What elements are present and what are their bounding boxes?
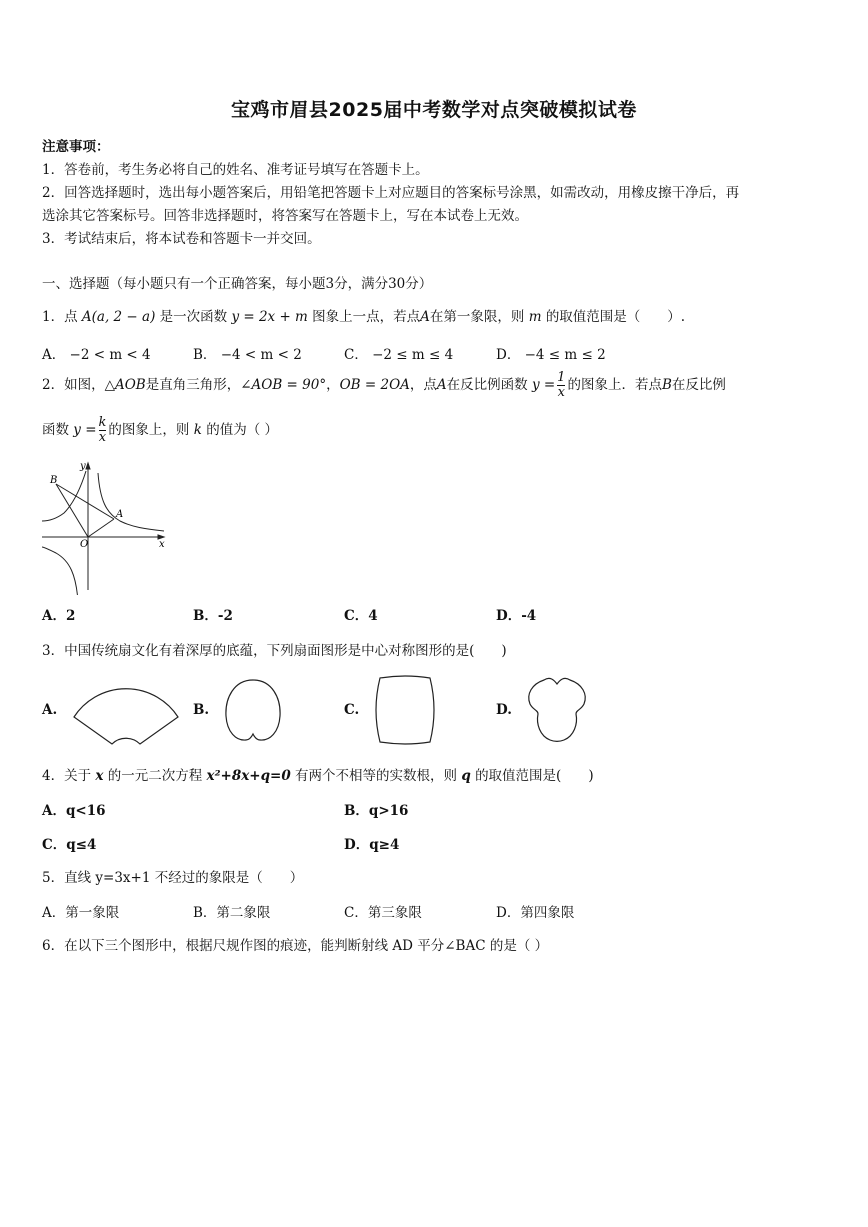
question-2 — [42, 371, 726, 400]
notice-heading: 注意事项： — [42, 139, 110, 155]
curve-q2 — [42, 471, 86, 521]
q4-equation: x²+8x+q=0 — [206, 768, 291, 784]
q5-option-b[interactable]: B．第二象限 — [193, 905, 271, 921]
q3-fan-d — [524, 674, 590, 746]
label-b: B — [50, 475, 58, 486]
q2-text: 函数 — [42, 422, 69, 438]
q4-option-b[interactable]: B．q>16 — [344, 803, 409, 819]
notice-item: 选涂其它答案标号。回答非选择题时，将答案写在答题卡上，写在本试卷上无效。 — [42, 208, 528, 224]
segment-ab — [56, 484, 114, 519]
label-y: y — [80, 461, 86, 472]
q2-var: B — [661, 377, 672, 393]
q3-fan-a — [70, 682, 182, 750]
q4-option-a[interactable]: A．q<16 — [42, 803, 106, 819]
q3-option-d-label[interactable]: D. — [496, 702, 512, 718]
q1-var: A — [420, 309, 430, 325]
segment-ob — [56, 484, 88, 537]
q5-option-c[interactable]: C．第三象限 — [344, 905, 422, 921]
q1-option-b[interactable]: B． −4 < m < 2 — [193, 347, 302, 363]
q1-point: A(a, 2 − a) — [81, 309, 156, 325]
q3-option-c-label[interactable]: C. — [344, 702, 360, 718]
q2-var: A — [436, 377, 447, 393]
q4-text: 的一元二次方程 — [107, 768, 203, 784]
q4-option-c[interactable]: C．q≤4 — [42, 837, 97, 853]
q1-option-c[interactable]: C． −2 ≤ m ≤ 4 — [344, 347, 454, 363]
q1-text: 的取值范围是（ ）. — [545, 309, 686, 325]
q3-fan-b — [222, 676, 284, 744]
q2-text: ，点 — [409, 377, 437, 393]
q1-text: 点 — [64, 309, 78, 325]
label-o: O — [80, 539, 89, 550]
q2-fraction-den: x — [557, 385, 565, 400]
q2-triangle: △AOB — [104, 377, 146, 393]
section-heading: 一、选择题（每小题只有一个正确答案，每小题3分，满分30分） — [42, 276, 433, 292]
q2-option-d[interactable]: D．-4 — [496, 608, 537, 624]
q2-text: 的图象上，则 — [108, 422, 190, 438]
q2-fraction-num: 1 — [557, 370, 566, 385]
q4-var: x — [95, 768, 104, 784]
q1-text: 在第一象限，则 — [429, 309, 525, 325]
q4-text: 有两个不相等的实数根，则 — [295, 768, 458, 784]
q2-var: k — [193, 422, 202, 438]
q2-equation: OB = 2OA — [339, 377, 410, 393]
q5-option-d[interactable]: D．第四象限 — [496, 905, 575, 921]
q2-text: 是直角三角形， — [145, 377, 241, 393]
notice-item: 1．答卷前，考生务必将自己的姓名、准考证号填写在答题卡上。 — [42, 162, 429, 178]
q4-text: 的取值范围是( ) — [475, 768, 594, 784]
q3-option-a-label[interactable]: A. — [42, 702, 58, 718]
q2-text: ， — [326, 377, 340, 393]
q2-text: 在反比例函数 — [446, 377, 528, 393]
q2-y: y = — [73, 422, 97, 438]
question-6: 6．在以下三个图形中，根据尺规作图的痕迹，能判断射线 AD 平分∠BAC 的是（ ） — [42, 938, 549, 954]
q4-number: 4． — [42, 768, 65, 784]
q4-text: 关于 — [64, 768, 92, 784]
q1-text: 图象上一点，若点 — [312, 309, 421, 325]
q4-option-d[interactable]: D．q≥4 — [344, 837, 400, 853]
notice-item: 2．回答选择题时，选出每小题答案后，用铅笔把答题卡上对应题目的答案标号涂黑，如需改动，用橡皮擦干净后，再 — [42, 185, 740, 201]
q2-text: 如图， — [64, 377, 105, 393]
q3-fan-c — [372, 674, 438, 746]
q2-y: y = — [531, 377, 556, 393]
question-2-line2 — [42, 416, 278, 445]
q1-text: 是一次函数 — [159, 309, 228, 325]
question-4 — [42, 764, 594, 784]
question-3: 3．中国传统扇文化有着深厚的底蕴，下列扇面图形是中心对称图形的是( ) — [42, 643, 507, 659]
q2-text: 的图象上．若点 — [567, 377, 662, 393]
y-arrow-icon — [86, 463, 90, 469]
label-a: A — [116, 509, 124, 520]
q2-fraction-den: x — [98, 430, 107, 445]
q2-text: 在反比例 — [671, 377, 726, 393]
q2-fraction-num: k — [98, 415, 107, 430]
q2-option-a[interactable]: A．2 — [42, 608, 76, 624]
q1-option-d[interactable]: D． −4 ≤ m ≤ 2 — [496, 347, 606, 363]
q2-figure — [40, 455, 170, 595]
q4-var: q — [461, 768, 471, 784]
q2-angle: ∠AOB = 90° — [240, 377, 327, 393]
q3-option-b-label[interactable]: B. — [193, 702, 210, 718]
notice-item: 3．考试结束后，将本试卷和答题卡一并交回。 — [42, 231, 321, 247]
curve-q3 — [42, 547, 78, 595]
q2-option-b[interactable]: B．-2 — [193, 608, 233, 624]
curve-q1 — [98, 473, 164, 531]
q1-function: y = 2x + m — [231, 309, 308, 325]
segment-oa — [88, 519, 114, 537]
q1-option-a[interactable]: A． −2 < m < 4 — [42, 347, 151, 363]
q2-text: 的值为（ ） — [206, 422, 278, 438]
q2-option-c[interactable]: C．4 — [344, 608, 378, 624]
q1-number: 1． — [42, 309, 65, 325]
label-x: x — [159, 539, 165, 550]
question-1 — [42, 305, 685, 325]
q1-var: m — [528, 309, 542, 325]
q2-number: 2． — [42, 377, 65, 393]
q2-fraction-2 — [99, 416, 107, 445]
page-title: 宝鸡市眉县2025届中考数学对点突破模拟试卷 — [231, 99, 637, 121]
q5-option-a[interactable]: A．第一象限 — [42, 905, 120, 921]
q2-fraction-1 — [557, 371, 565, 400]
question-5: 5．直线 y=3x+1 不经过的象限是（ ） — [42, 870, 304, 886]
